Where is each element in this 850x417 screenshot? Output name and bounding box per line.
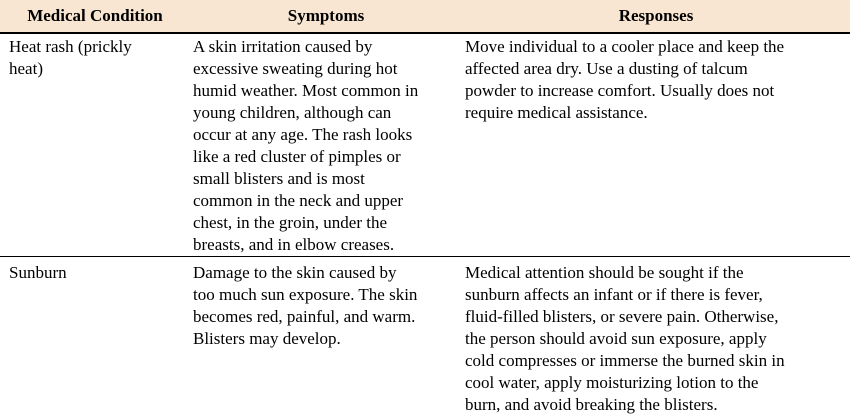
header-medical-condition: Medical Condition: [0, 0, 190, 33]
header-symptoms: Symptoms: [190, 0, 462, 33]
condition-cell: Heat rash (prickly heat): [0, 33, 190, 257]
table-body: [0, 33, 850, 417]
symptoms-cell: Damage to the skin caused by too much sun exposure. The skin becomes red, painful, and warm. Blisters may develop.: [190, 257, 462, 417]
header-row: [0, 0, 850, 33]
symptoms-cell: A skin irritation caused by excessive sweating during hot humid weather. Most common in young children, although can occur at any age. The rash looks like a red cluster of pimples or small blisters and is most common in the neck and upper chest, in the groin, under the breasts, and in elbow creases.: [190, 33, 462, 257]
responses-cell: Medical attention should be sought if the sunburn affects an infant or if there is fever, fluid-filled blisters, or severe pain. Otherwise, the person should avoid sun exposure, apply cold compresses or immerse the burned skin in cool water, apply moisturizing lotion to the burn, and avoid breaking the blisters.: [462, 257, 850, 417]
table-row: [0, 33, 850, 257]
header-responses: Responses: [462, 0, 850, 33]
table-row: [0, 257, 850, 417]
table-header: [0, 0, 850, 33]
responses-cell: Move individual to a cooler place and keep the affected area dry. Use a dusting of talcum powder to increase comfort. Usually does not require medical assistance.: [462, 33, 850, 257]
condition-cell: Sunburn: [0, 257, 190, 417]
